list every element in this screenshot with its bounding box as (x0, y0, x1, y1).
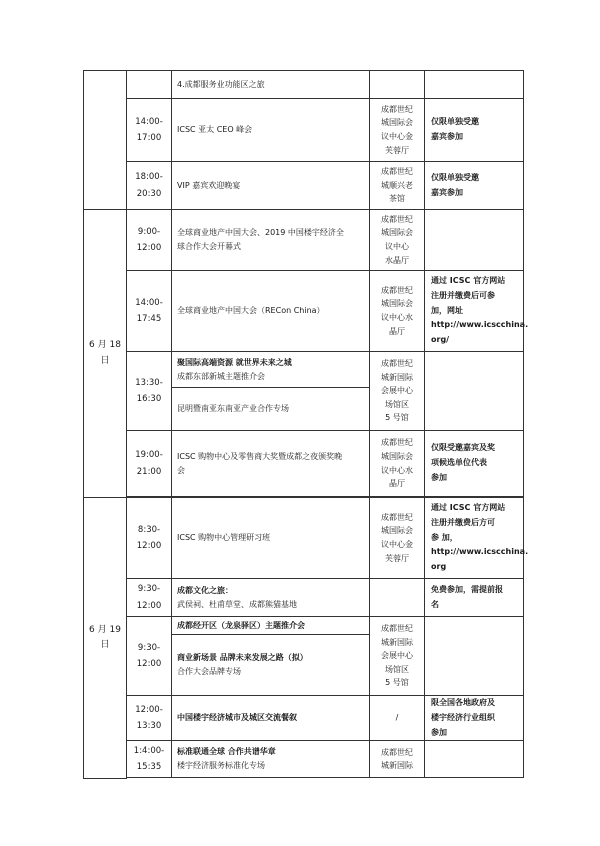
event-cell (172, 352, 370, 388)
event-title: 中国楼宇经济城市及城区交流餐叙 (177, 713, 297, 723)
table-row (84, 579, 524, 617)
event-title: 聚国际高端资源 就世界未来之城 (177, 357, 292, 367)
venue-cell: 成都世纪 城新国际 会展中心 场馆区 5 号馆 (370, 617, 425, 696)
date-cell: 6 月 19 日 (84, 498, 127, 779)
venue-cell: 成都世纪 城国际会 议中心 水晶厅 (370, 210, 425, 271)
note-cell: 免费参加，需提前报 名 (425, 579, 524, 617)
table-row (84, 498, 524, 579)
table-row (84, 71, 524, 99)
time-cell: 1:4:00- 15:35 (127, 741, 172, 778)
event-title: 商业新场景 品牌未来发展之路（拟） (177, 653, 308, 662)
event-title: 标准联通全球 合作共谱华章 (177, 747, 276, 757)
event-subtitle: 成都东部新城主题推介会 (177, 371, 265, 381)
date-cell: 6 月 18 日 (84, 210, 127, 498)
table-row (84, 271, 524, 352)
event-title: 成都经开区（龙泉驿区）主题推介会 (177, 620, 305, 630)
date-cell (84, 71, 127, 210)
table-row (84, 696, 524, 741)
time-cell: 19:00- 21:00 (127, 431, 172, 497)
event-subtitle: 武侯祠、杜甫草堂、成都熊猫基地 (177, 599, 297, 609)
table-row (84, 617, 524, 635)
note-cell (425, 210, 524, 271)
event-cell: 昆明暨南亚东南亚产业合作专场 (172, 388, 370, 431)
time-cell: 14:00- 17:00 (127, 99, 172, 162)
venue-cell: 成都世纪 城国际会 议中心水 晶厅 (370, 271, 425, 352)
note-cell (425, 71, 524, 99)
note-cell: 通过 ICSC 官方网站 注册并缴费后方可 参 加， http://www.icscchina. org (425, 498, 524, 579)
event-subtitle: 楼宇经济服务标准化专场 (177, 761, 265, 771)
time-cell: 9:30- 12:00 (127, 617, 172, 696)
event-cell: ICSC 购物中心及零售商大奖暨成都之夜颁奖晚 会 (172, 431, 370, 497)
event-cell (172, 617, 370, 635)
note-cell: 通过 ICSC 官方网站 注册并缴费后可参 加，网址 http://www.icscchina. org/ (425, 271, 524, 352)
event-title: 成都文化之旅： (177, 585, 233, 595)
table-row (84, 99, 524, 162)
table-row (84, 431, 524, 497)
venue-cell: 成都世纪 城顺兴老 茶馆 (370, 162, 425, 210)
note-cell: 仅限单独受邀 嘉宾参加 (425, 99, 524, 162)
time-cell: 12:00- 13:30 (127, 696, 172, 741)
note-cell: 仅限单独受邀 嘉宾参加 (425, 162, 524, 210)
event-cell: 全球商业地产中国大会、2019 中国楼宇经济全 球合作大会开幕式 (172, 210, 370, 271)
venue-cell (370, 71, 425, 99)
event-subtitle: 合作大会品牌专场 (177, 667, 241, 676)
table-row (84, 352, 524, 388)
venue-cell: 成都世纪 城国际会 议中心水 晶厅 (370, 431, 425, 497)
venue-cell: 成都世纪 城新国际 (370, 741, 425, 778)
venue-cell: 成都世纪 城国际会 议中心金 芙蓉厅 (370, 498, 425, 579)
venue-cell: 成都世纪 城国际会 议中心金 芙蓉厅 (370, 99, 425, 162)
note-cell (425, 617, 524, 696)
note-cell: 仅限受邀嘉宾及奖 项候选单位代表 参加 (425, 431, 524, 497)
table-row (84, 162, 524, 210)
note-cell: 限全国各地政府及 楼宇经济行业组织 参加 (425, 696, 524, 741)
schedule-table (83, 70, 529, 779)
time-cell: 8:30- 12:00 (127, 498, 172, 579)
time-cell: 13:30- 16:30 (127, 352, 172, 431)
venue-cell (370, 579, 425, 617)
event-cell (172, 741, 370, 778)
note-cell (425, 741, 524, 778)
event-cell: ICSC 购物中心管理研习班 (172, 498, 370, 579)
table-row (84, 210, 524, 271)
venue-cell: / (370, 696, 425, 741)
table-row (84, 741, 524, 778)
event-cell: 4.成都服务业功能区之旅 (172, 71, 370, 99)
event-cell (172, 696, 370, 741)
time-cell: 14:00- 17:45 (127, 271, 172, 352)
event-cell: ICSC 亚太 CEO 峰会 (172, 99, 370, 162)
event-cell (172, 635, 370, 696)
time-cell: 18:00- 20:30 (127, 162, 172, 210)
event-cell (172, 579, 370, 617)
venue-cell: 成都世纪 城新国际 会展中心 场馆区 5 号馆 (370, 352, 425, 431)
time-cell: 9:30- 12:00 (127, 579, 172, 617)
event-cell: 全球商业地产中国大会（RECon China） (172, 271, 370, 352)
time-cell: 9:00- 12:00 (127, 210, 172, 271)
note-cell (425, 352, 524, 431)
event-cell: VIP 嘉宾欢迎晚宴 (172, 162, 370, 210)
time-cell (127, 71, 172, 99)
